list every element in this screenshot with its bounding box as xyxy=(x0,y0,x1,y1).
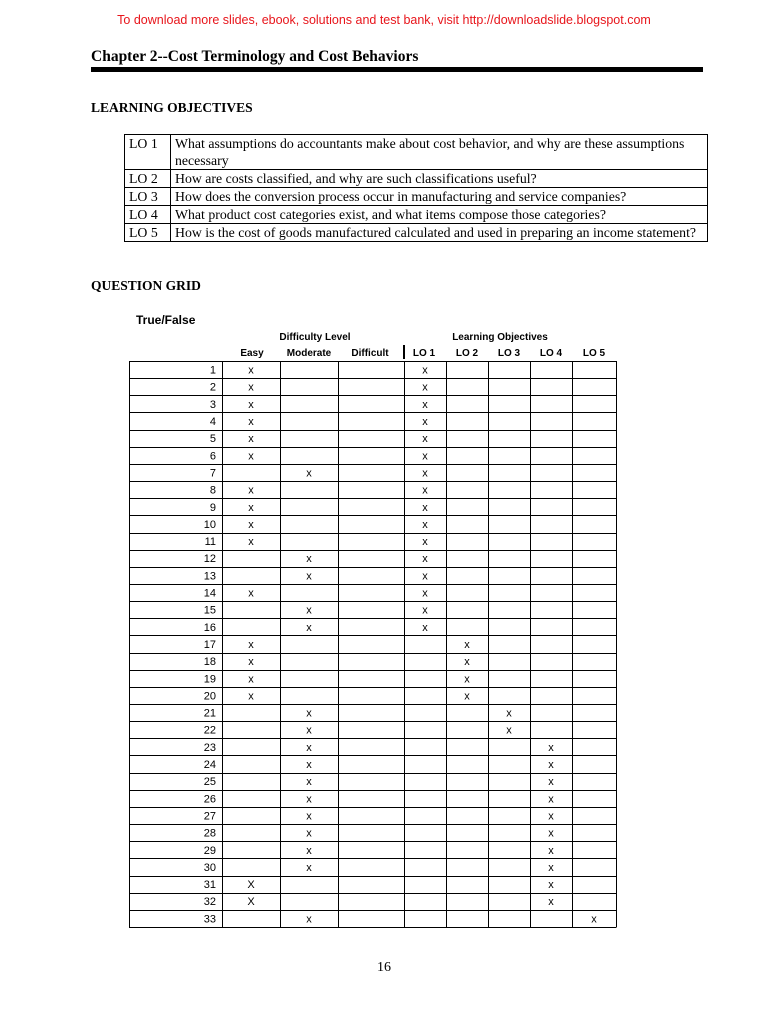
question-number: 29 xyxy=(203,844,216,857)
grid-mark: x xyxy=(422,587,428,600)
lo-code: LO 3 xyxy=(125,188,171,206)
grid-mark: x xyxy=(548,879,554,892)
grid-mark: x xyxy=(464,690,470,703)
col-header-difficult: Difficult xyxy=(351,348,389,359)
grid-mark: x xyxy=(548,810,554,823)
lo-code: LO 2 xyxy=(125,170,171,188)
lo-text: How are costs classified, and why are such classifications useful? xyxy=(171,170,708,188)
grid-mark: X xyxy=(247,879,255,892)
grid-mark: x xyxy=(248,587,254,600)
grid-mark: x xyxy=(506,724,512,737)
question-number: 18 xyxy=(203,656,216,669)
question-number: 27 xyxy=(203,810,216,823)
question-number: 33 xyxy=(203,913,216,926)
grid-mark: x xyxy=(248,398,254,411)
question-number: 5 xyxy=(209,433,216,446)
question-number: 14 xyxy=(203,587,216,600)
grid-mark: x xyxy=(306,570,312,583)
grid-mark: x xyxy=(248,656,254,669)
grid-mark: x xyxy=(422,416,428,429)
grid-mark: x xyxy=(548,827,554,840)
grid-mark: x xyxy=(422,433,428,446)
grid-mark: x xyxy=(464,673,470,686)
download-banner: To download more slides, ebook, solutions and test bank, visit http://downloadslide.blogspot.com xyxy=(117,13,651,27)
grid-mark: x xyxy=(306,759,312,772)
question-number: 20 xyxy=(203,690,216,703)
question-number: 23 xyxy=(203,741,216,754)
question-number: 30 xyxy=(203,861,216,874)
question-number: 15 xyxy=(203,604,216,617)
question-number: 2 xyxy=(209,381,216,394)
question-number: 1 xyxy=(209,364,216,377)
question-number: 26 xyxy=(203,793,216,806)
question-number: 4 xyxy=(209,416,216,429)
grid-mark: x xyxy=(422,484,428,497)
grid-mark: x xyxy=(306,844,312,857)
question-number: 24 xyxy=(203,759,216,772)
grid-mark: x xyxy=(422,553,428,566)
grid-mark: x xyxy=(306,724,312,737)
col-header-lo5: LO 5 xyxy=(582,348,606,359)
grid-mark: x xyxy=(591,913,597,926)
chapter-title: Chapter 2--Cost Terminology and Cost Behaviors xyxy=(91,48,419,65)
grid-mark: x xyxy=(248,690,254,703)
lo-text: What assumptions do accountants make about cost behavior, and why are these assumptions necessary xyxy=(171,135,708,170)
col-header-moderate: Moderate xyxy=(286,348,332,359)
grid-mark: x xyxy=(306,707,312,720)
grid-mark: x xyxy=(248,381,254,394)
grid-mark: x xyxy=(548,776,554,789)
grid-mark: x xyxy=(422,467,428,480)
question-number: 19 xyxy=(203,673,216,686)
grid-mark: x xyxy=(422,518,428,531)
grid-mark: x xyxy=(306,861,312,874)
question-number: 13 xyxy=(203,570,216,583)
lo-code: LO 1 xyxy=(125,135,171,170)
grid-mark: x xyxy=(422,364,428,377)
question-grid-heading: QUESTION GRID xyxy=(91,278,201,293)
question-number: 11 xyxy=(204,536,216,549)
question-number: 31 xyxy=(203,879,216,892)
question-number: 25 xyxy=(203,776,216,789)
col-header-easy: Easy xyxy=(240,348,264,359)
grid-mark: x xyxy=(306,467,312,480)
true-false-title: True/False xyxy=(136,313,196,327)
grid-mark: x xyxy=(306,604,312,617)
grid-mark: x xyxy=(548,861,554,874)
question-number: 3 xyxy=(209,398,216,411)
grid-mark: x xyxy=(248,484,254,497)
grid-mark: x xyxy=(306,810,312,823)
lo-text: What product cost categories exist, and what items compose those categories? xyxy=(171,206,708,224)
grid-mark: x xyxy=(248,638,254,651)
question-number: 9 xyxy=(209,501,216,514)
question-number: 7 xyxy=(209,467,216,480)
grid-mark: x xyxy=(248,364,254,377)
lo-code: LO 5 xyxy=(125,224,171,242)
grid-mark: x xyxy=(548,793,554,806)
grid-mark: x xyxy=(548,741,554,754)
grid-mark: x xyxy=(422,621,428,634)
question-number: 12 xyxy=(203,553,216,566)
grid-mark: x xyxy=(248,518,254,531)
grid-mark: x xyxy=(306,553,312,566)
grid-mark: x xyxy=(306,793,312,806)
grid-mark: x xyxy=(306,827,312,840)
question-number: 32 xyxy=(203,896,216,909)
question-number: 10 xyxy=(203,518,216,531)
lo-code: LO 4 xyxy=(125,206,171,224)
grid-mark: x xyxy=(248,673,254,686)
lo-text: How is the cost of goods manufactured calculated and used in preparing an income statement? xyxy=(171,224,708,242)
grid-mark: x xyxy=(422,536,428,549)
question-number: 8 xyxy=(209,484,216,497)
grid-mark: X xyxy=(247,896,255,909)
grid-mark: x xyxy=(306,741,312,754)
page-number: 16 xyxy=(377,960,391,975)
grid-mark: x xyxy=(248,450,254,463)
grid-mark: x xyxy=(422,450,428,463)
learning-objectives-header: Learning Objectives xyxy=(452,332,548,343)
col-header-lo1: LO 1 xyxy=(412,348,436,359)
grid-mark: x xyxy=(248,416,254,429)
question-number: 6 xyxy=(209,450,216,463)
grid-mark: x xyxy=(422,398,428,411)
grid-mark: x xyxy=(306,621,312,634)
difficulty-level-header: Difficulty Level xyxy=(279,332,351,343)
grid-mark: x xyxy=(248,536,254,549)
grid-mark: x xyxy=(464,656,470,669)
question-number: 16 xyxy=(203,621,216,634)
lo-text: How does the conversion process occur in manufacturing and service companies? xyxy=(171,188,708,206)
grid-mark: x xyxy=(548,896,554,909)
grid-mark: x xyxy=(464,638,470,651)
col-header-lo2: LO 2 xyxy=(455,348,479,359)
col-header-lo3: LO 3 xyxy=(497,348,521,359)
grid-mark: x xyxy=(306,776,312,789)
grid-mark: x xyxy=(422,570,428,583)
question-number: 28 xyxy=(203,827,216,840)
grid-mark: x xyxy=(248,433,254,446)
learning-objectives-heading: LEARNING OBJECTIVES xyxy=(91,100,253,115)
grid-mark: x xyxy=(506,707,512,720)
question-number: 21 xyxy=(203,707,216,720)
question-number: 17 xyxy=(203,638,216,651)
grid-mark: x xyxy=(248,501,254,514)
col-header-lo4: LO 4 xyxy=(539,348,563,359)
question-number: 22 xyxy=(203,724,216,737)
grid-mark: x xyxy=(422,604,428,617)
grid-mark: x xyxy=(306,913,312,926)
grid-mark: x xyxy=(548,759,554,772)
grid-mark: x xyxy=(422,381,428,394)
grid-mark: x xyxy=(548,844,554,857)
grid-mark: x xyxy=(422,501,428,514)
